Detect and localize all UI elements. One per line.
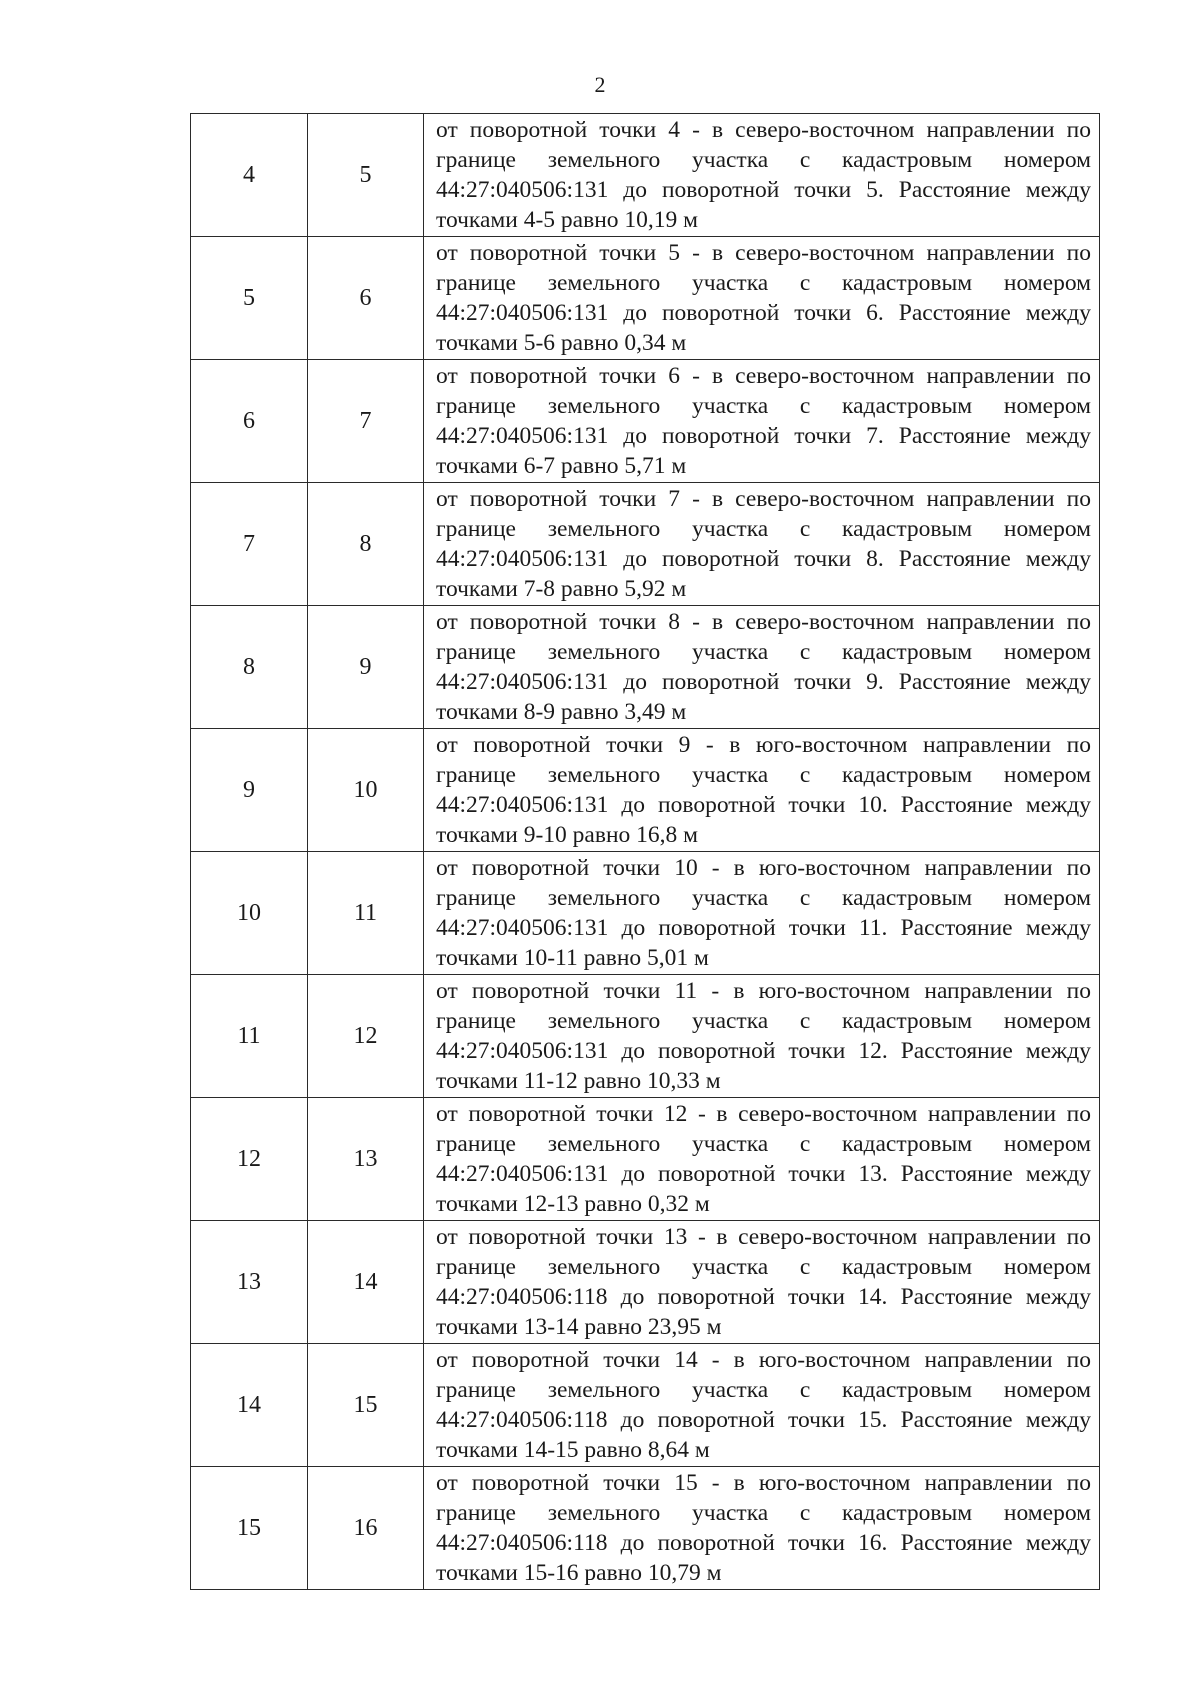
from-point: 7 — [243, 531, 255, 557]
from-point: 9 — [243, 777, 255, 803]
to-point-cell — [308, 360, 424, 483]
to-point: 13 — [353, 1146, 378, 1172]
table-row — [191, 729, 1100, 852]
table-row — [191, 483, 1100, 606]
to-point-cell — [308, 1344, 424, 1467]
segment-description: от поворотной точки 15 - в юго-восточном направлении по границе земельного участка с кадастровым номером 44:27:040506:118 до поворотной точки 16. Расстояние между точками 15-16 равно 10,79 м — [436, 1470, 1091, 1586]
segment-description: от поворотной точки 9 - в юго-восточном направлении по границе земельного участка с кадастровым номером 44:27:040506:131 до поворотной точки 10. Расстояние между точками 9-10 равно 16,8 м — [436, 732, 1091, 848]
description-cell — [424, 1344, 1100, 1467]
from-point-cell — [191, 1221, 308, 1344]
from-point-cell — [191, 114, 308, 237]
segment-description: от поворотной точки 7 - в северо-восточном направлении по границе земельного участка с кадастровым номером 44:27:040506:131 до поворотной точки 8. Расстояние между точками 7-8 равно 5,92 м — [436, 486, 1091, 602]
to-point-cell — [308, 1467, 424, 1590]
boundary-points-table — [190, 113, 1100, 1590]
segment-description: от поворотной точки 5 - в северо-восточном направлении по границе земельного участка с кадастровым номером 44:27:040506:131 до поворотной точки 6. Расстояние между точками 5-6 равно 0,34 м — [436, 240, 1091, 356]
table-row — [191, 1467, 1100, 1590]
description-cell — [424, 1467, 1100, 1590]
to-point: 5 — [359, 162, 372, 188]
from-point-cell — [191, 606, 308, 729]
to-point-cell — [308, 483, 424, 606]
from-point: 12 — [237, 1146, 261, 1172]
segment-description: от поворотной точки 10 - в юго-восточном направлении по границе земельного участка с кадастровым номером 44:27:040506:131 до поворотной точки 11. Расстояние между точками 10-11 равно 5,01 м — [436, 855, 1091, 971]
table-row — [191, 975, 1100, 1098]
to-point-cell — [308, 1098, 424, 1221]
from-point-cell — [191, 483, 308, 606]
from-point: 8 — [243, 654, 255, 680]
to-point-cell — [308, 1221, 424, 1344]
to-point: 6 — [359, 285, 372, 311]
segment-description: от поворотной точки 13 - в северо-восточном направлении по границе земельного участка с кадастровым номером 44:27:040506:118 до поворотной точки 14. Расстояние между точками 13-14 равно 23,95 м — [436, 1224, 1091, 1340]
table-row — [191, 1221, 1100, 1344]
to-point: 8 — [359, 531, 372, 557]
from-point: 5 — [243, 285, 255, 311]
from-point-cell — [191, 975, 308, 1098]
description-cell — [424, 1098, 1100, 1221]
description-cell — [424, 360, 1100, 483]
from-point-cell — [191, 360, 308, 483]
to-point-cell — [308, 606, 424, 729]
page-number: 2 — [594, 72, 606, 97]
description-cell — [424, 852, 1100, 975]
to-point-cell — [308, 852, 424, 975]
to-point-cell — [308, 237, 424, 360]
from-point-cell — [191, 729, 308, 852]
table-row — [191, 1098, 1100, 1221]
from-point: 10 — [237, 900, 261, 926]
description-cell — [424, 606, 1100, 729]
table-row — [191, 360, 1100, 483]
from-point: 6 — [243, 408, 255, 434]
from-point-cell — [191, 237, 308, 360]
segment-description: от поворотной точки 11 - в юго-восточном направлении по границе земельного участка с кадастровым номером 44:27:040506:131 до поворотной точки 12. Расстояние между точками 11-12 равно 10,33 м — [436, 978, 1091, 1094]
to-point: 16 — [353, 1515, 378, 1541]
from-point: 15 — [237, 1515, 261, 1541]
description-cell — [424, 483, 1100, 606]
from-point-cell — [191, 1098, 308, 1221]
description-cell — [424, 729, 1100, 852]
from-point-cell — [191, 1467, 308, 1590]
table-row — [191, 237, 1100, 360]
table-row — [191, 852, 1100, 975]
table-row — [191, 1344, 1100, 1467]
from-point: 11 — [237, 1023, 261, 1049]
description-cell — [424, 975, 1100, 1098]
to-point-cell — [308, 114, 424, 237]
to-point: 15 — [353, 1392, 378, 1418]
description-cell — [424, 1221, 1100, 1344]
to-point: 11 — [353, 900, 378, 926]
segment-description: от поворотной точки 8 - в северо-восточном направлении по границе земельного участка с кадастровым номером 44:27:040506:131 до поворотной точки 9. Расстояние между точками 8-9 равно 3,49 м — [436, 609, 1091, 725]
segment-description: от поворотной точки 6 - в северо-восточном направлении по границе земельного участка с кадастровым номером 44:27:040506:131 до поворотной точки 7. Расстояние между точками 6-7 равно 5,71 м — [436, 363, 1091, 479]
to-point: 14 — [353, 1269, 378, 1295]
to-point: 7 — [359, 408, 372, 434]
to-point-cell — [308, 975, 424, 1098]
segment-description: от поворотной точки 12 - в северо-восточном направлении по границе земельного участка с кадастровым номером 44:27:040506:131 до поворотной точки 13. Расстояние между точками 12-13 равно 0,32 м — [436, 1101, 1091, 1217]
description-cell — [424, 237, 1100, 360]
from-point-cell — [191, 1344, 308, 1467]
from-point: 13 — [237, 1269, 261, 1295]
to-point-cell — [308, 729, 424, 852]
segment-description: от поворотной точки 14 - в юго-восточном направлении по границе земельного участка с кадастровым номером 44:27:040506:118 до поворотной точки 15. Расстояние между точками 14-15 равно 8,64 м — [436, 1347, 1091, 1463]
to-point: 9 — [359, 654, 372, 680]
from-point: 4 — [243, 162, 255, 188]
segment-description: от поворотной точки 4 - в северо-восточном направлении по границе земельного участка с кадастровым номером 44:27:040506:131 до поворотной точки 5. Расстояние между точками 4-5 равно 10,19 м — [436, 117, 1091, 233]
from-point: 14 — [237, 1392, 261, 1418]
table-row — [191, 606, 1100, 729]
description-cell — [424, 114, 1100, 237]
to-point: 10 — [353, 777, 378, 803]
to-point: 12 — [353, 1023, 378, 1049]
from-point-cell — [191, 852, 308, 975]
table-row — [191, 114, 1100, 237]
